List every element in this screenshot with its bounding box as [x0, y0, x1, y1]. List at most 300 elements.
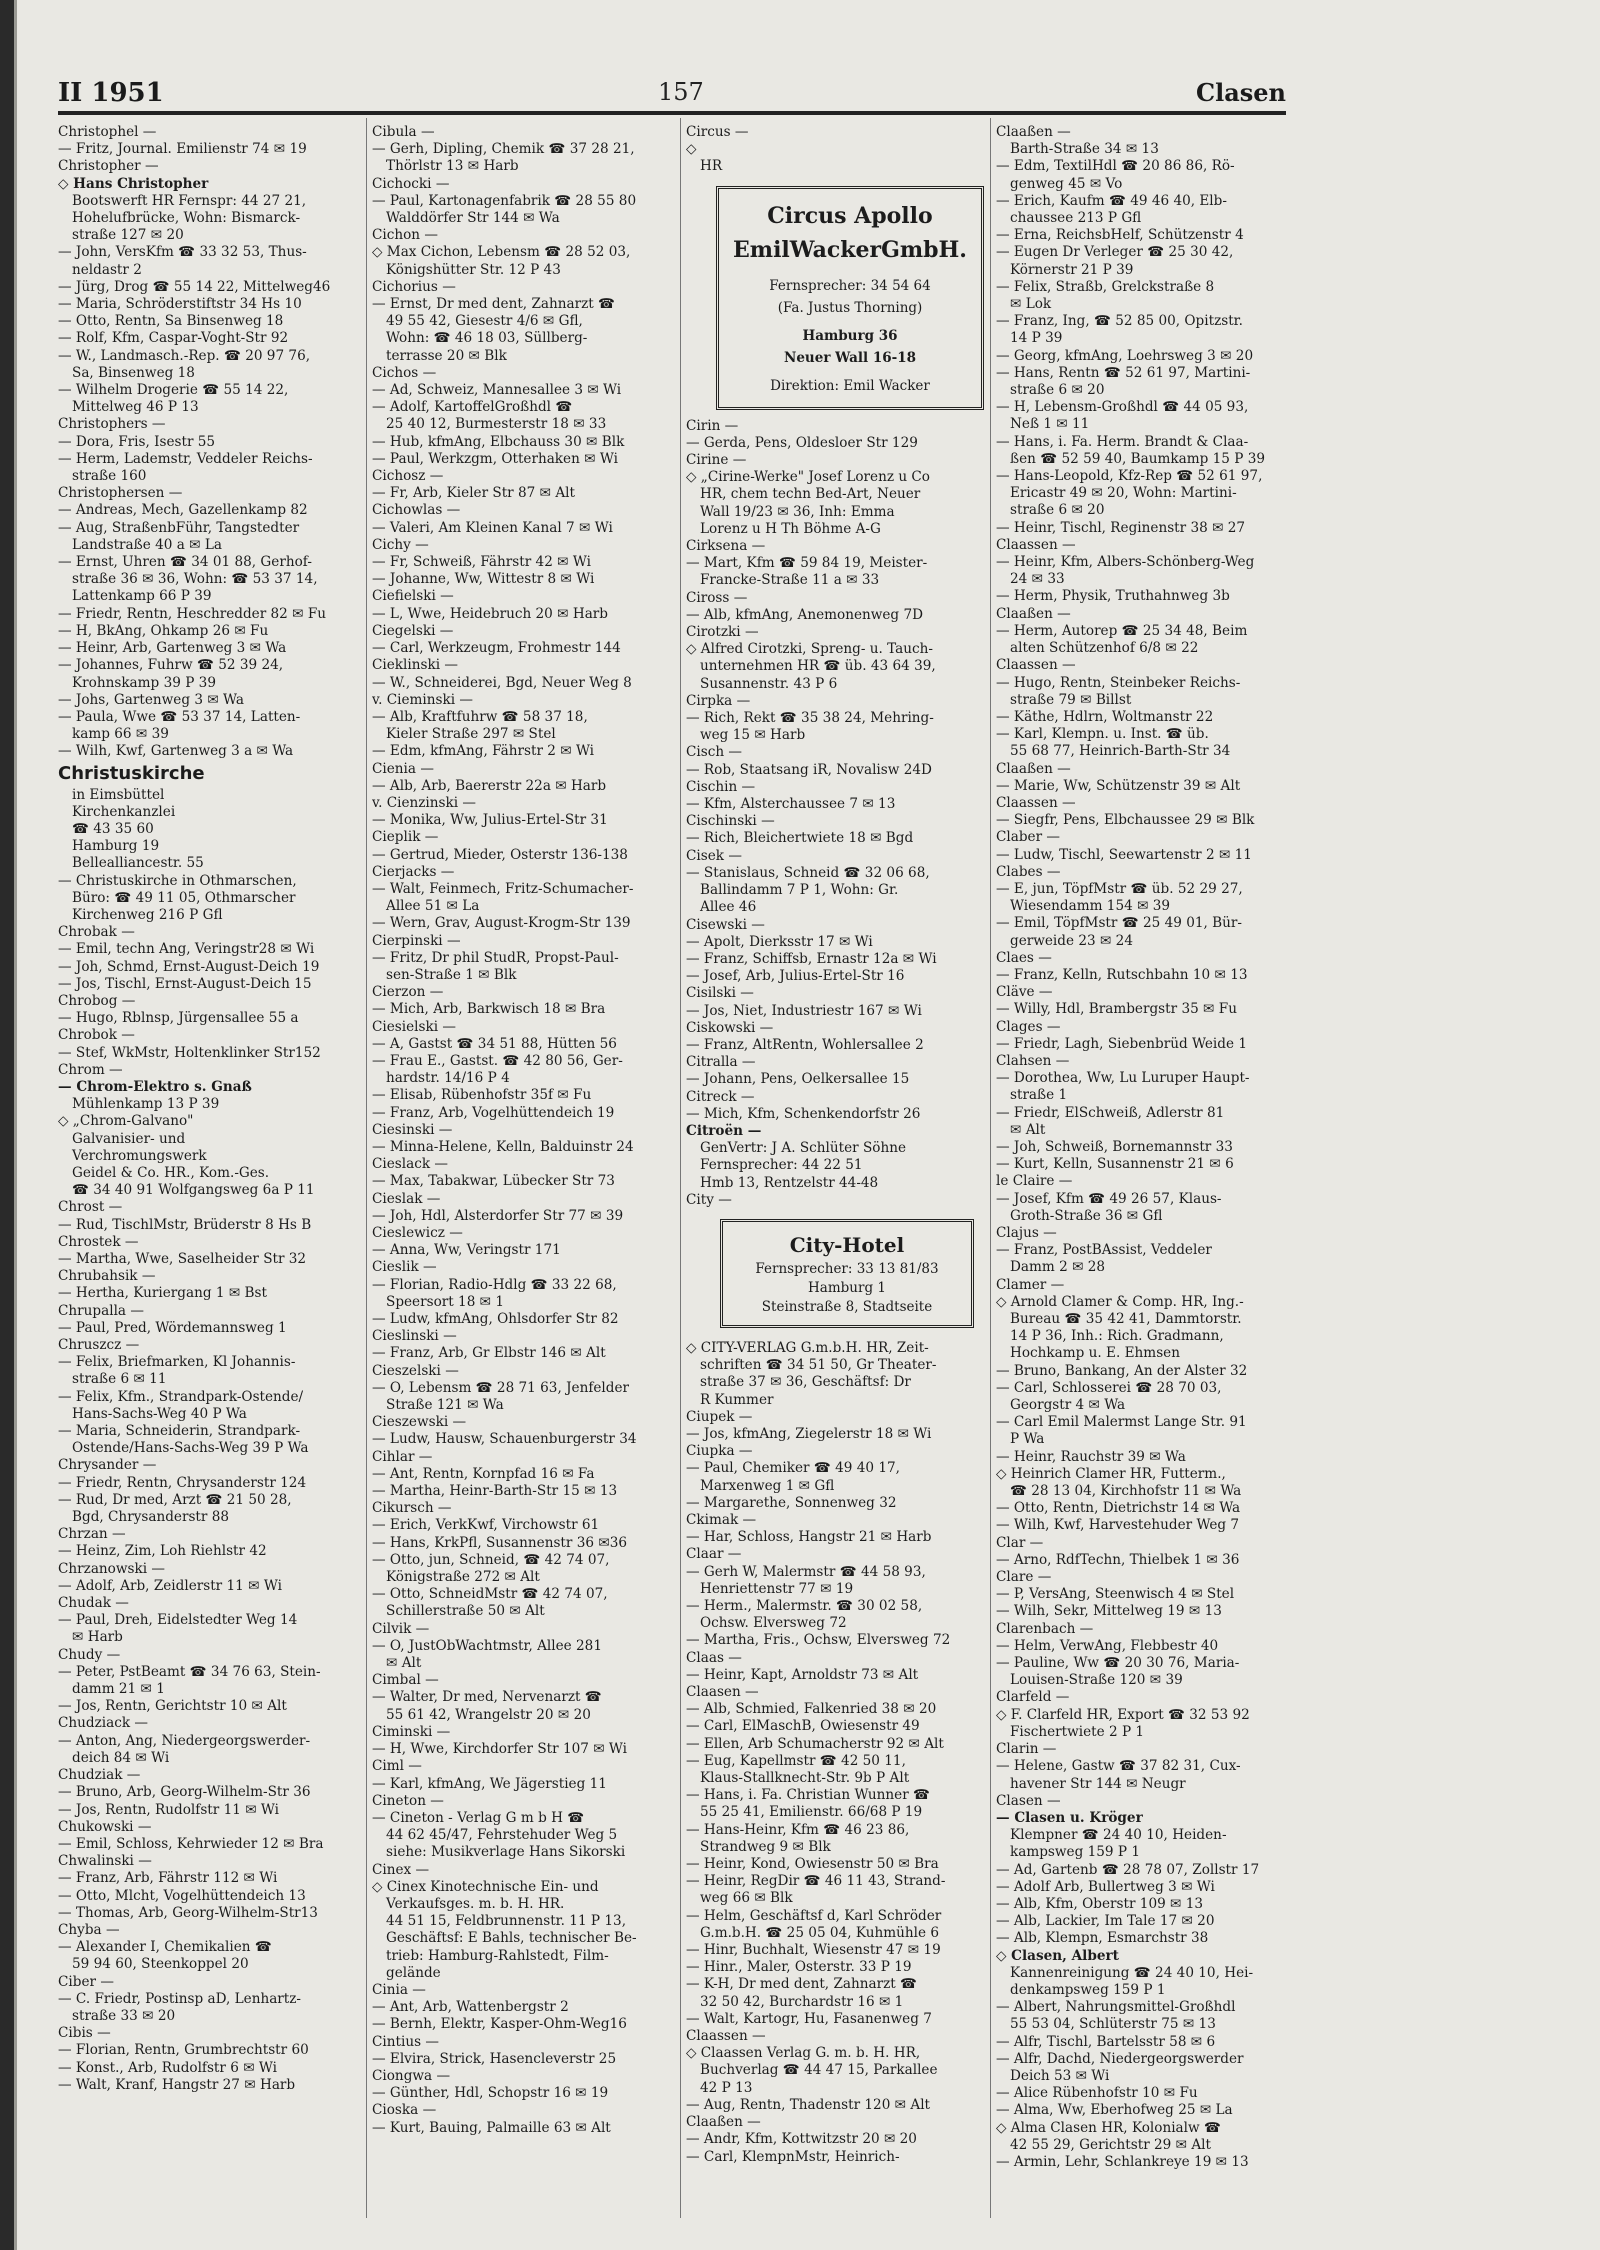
directory-entry-line: — Ernst, Uhren ☎ 34 01 88, Gerhof-	[58, 554, 312, 571]
directory-entry-line: — Friedr, Rentn, Heschredder 82 ✉ Fu	[58, 605, 327, 622]
directory-entry-line: Cichon —	[372, 227, 438, 244]
directory-entry-line: — Friedr, Lagh, Siebenbrüd Weide 1	[996, 1035, 1247, 1052]
directory-entry-line: — Wilhelm Drogerie ☎ 55 14 22,	[58, 382, 289, 399]
directory-entry-line: unternehmen HR ☎ üb. 43 64 39,	[700, 658, 936, 675]
directory-entry-line: Ciupek —	[686, 1408, 753, 1425]
directory-entry-line: — Alfr, Tischl, Bartelsstr 58 ✉ 6	[996, 2033, 1216, 2050]
directory-entry-line: Claassen —	[996, 794, 1076, 811]
directory-entry-line: straße 79 ✉ Billst	[1010, 691, 1132, 708]
directory-entry-line: HR, chem techn Bed-Art, Neuer	[700, 486, 921, 503]
directory-entry-line: — Alb, Lackier, Im Tale 17 ✉ 20	[996, 1913, 1215, 1930]
directory-entry-line: — Wilh, Kwf, Gartenweg 3 a ✉ Wa	[58, 743, 294, 760]
directory-entry-line: straße 6 ✉ 20	[1010, 382, 1105, 399]
directory-entry-line: Claaßen —	[996, 760, 1071, 777]
directory-entry-line: — Jos, Niet, Industriestr 167 ✉ Wi	[686, 1002, 922, 1019]
directory-entry-line: Cichowlas —	[372, 502, 461, 519]
directory-entry-line: Cienia —	[372, 760, 434, 777]
directory-entry-line: Ciefielski —	[372, 588, 454, 605]
directory-entry-line: — Erna, ReichsbHelf, Schützenstr 4	[996, 227, 1244, 244]
directory-entry-line: — Wilh, Sekr, Mittelweg 19 ✉ 13	[996, 1603, 1222, 1620]
directory-entry-line: — Thomas, Arb, Georg-Wilhelm-Str13	[58, 1904, 318, 1921]
directory-entry-line: Verkaufsges. m. b. H. HR.	[386, 1895, 565, 1912]
directory-entry-line: — Karl, Klempn. u. Inst. ☎ üb.	[996, 726, 1209, 743]
directory-entry-line: Chyba —	[58, 1921, 120, 1938]
directory-entry-line: siehe: Musikverlage Hans Sikorski	[386, 1844, 626, 1861]
directory-entry-line: — Elvira, Strick, Hasencleverstr 25	[372, 2050, 617, 2067]
directory-entry-line: Citreck —	[686, 1088, 755, 1105]
directory-entry-line: gelände	[386, 1964, 441, 1981]
directory-entry-line: 55 25 41, Emilienstr. 66/68 P 19	[700, 1804, 923, 1821]
directory-entry-line: Claassen —	[996, 536, 1076, 553]
directory-entry-line: — Franz, PostBAssist, Veddeler	[996, 1242, 1212, 1259]
ad-street: Neuer Wall 16-18	[783, 349, 916, 366]
directory-entry-line: — Franz, AltRentn, Wohlersallee 2	[686, 1036, 924, 1053]
directory-entry-line: Cläve —	[996, 984, 1053, 1001]
directory-entry-line: straße 6 ✉ 11	[72, 1371, 167, 1388]
directory-entry-line: — Stef, WkMstr, Holtenklinker Str152	[58, 1044, 321, 1061]
directory-entry-line: Cineton —	[372, 1792, 444, 1809]
directory-entry-line: Claes —	[996, 949, 1052, 966]
directory-entry-line: Clages —	[996, 1018, 1061, 1035]
directory-entry-line: Cieszelski —	[372, 1362, 459, 1379]
directory-entry-line: — Kurt, Kelln, Susannenstr 21 ✉ 6	[996, 1156, 1234, 1173]
directory-entry-line: neldastr 2	[72, 261, 142, 278]
header-running-name: Clasen	[1196, 78, 1286, 107]
directory-entry-line: — Rich, Rekt ☎ 35 38 24, Mehring-	[686, 710, 934, 727]
directory-entry-line: Citroën —	[686, 1122, 762, 1139]
directory-entry-line: — Chrom-Elektro s. Gnaß	[58, 1078, 252, 1095]
directory-entry-line: genweg 45 ✉ Vo	[1010, 175, 1123, 192]
directory-entry-line: Speersort 18 ✉ 1	[386, 1293, 505, 1310]
directory-entry-line: Straße 121 ✉ Wa	[386, 1397, 504, 1414]
directory-entry-line: — Dorothea, Ww, Lu Luruper Haupt-	[996, 1070, 1250, 1087]
directory-entry-line: Chudziak —	[58, 1767, 141, 1784]
directory-entry-line: — Bernh, Elektr, Kasper-Ohm-Weg16	[372, 2016, 627, 2033]
directory-entry-line: ◇ Claassen Verlag G. m. b. H. HR,	[686, 2045, 921, 2062]
directory-entry-line: — Karl, kfmAng, We Jägerstieg 11	[372, 1775, 607, 1792]
directory-entry-line: Cisilski —	[686, 985, 754, 1002]
directory-entry-line: Kieler Straße 297 ✉ Stel	[386, 726, 556, 743]
directory-entry-line: Ciesinski —	[372, 1121, 453, 1138]
column-divider	[680, 118, 681, 2218]
directory-entry-line: — Jos, Tischl, Ernst-August-Deich 15	[58, 975, 312, 992]
directory-entry-line: — Franz, Arb, Gr Elbstr 146 ✉ Alt	[372, 1345, 606, 1362]
directory-entry-line: — Ad, Gartenb ☎ 28 78 07, Zollstr 17	[996, 1861, 1260, 1878]
directory-entry-line: — Marie, Ww, Schützenstr 39 ✉ Alt	[996, 777, 1241, 794]
directory-entry-line: Cierjacks —	[372, 863, 455, 880]
directory-entry-line: — Heinr, RegDir ☎ 46 11 43, Strand-	[686, 1873, 946, 1890]
directory-entry-line: ✉ Harb	[72, 1629, 123, 1646]
directory-entry-line: ◇ Alma Clasen HR, Kolonialw ☎	[996, 2119, 1221, 2136]
directory-entry-line: Francke-Straße 11 a ✉ 33	[700, 572, 880, 589]
directory-entry-line: — Walt, Kranf, Hangstr 27 ✉ Harb	[58, 2076, 296, 2093]
directory-entry-line: HR	[700, 158, 723, 175]
directory-entry-line: — Martha, Heinr-Barth-Str 15 ✉ 13	[372, 1483, 618, 1500]
directory-entry-line: — Heinr, Kapt, Arnoldstr 73 ✉ Alt	[686, 1666, 919, 1683]
directory-entry-line: ☎ 34 40 91 Wolfgangsweg 6a P 11	[72, 1182, 315, 1199]
ad-phone: Fernsprecher: 33 13 81/83	[755, 1260, 939, 1277]
directory-entry-line: Buchverlag ☎ 44 47 15, Parkallee	[700, 2062, 938, 2079]
directory-entry-line: — Martha, Fris., Ochsw, Elversweg 72	[686, 1632, 951, 1649]
directory-entry-line: Chwalinski —	[58, 1853, 152, 1870]
directory-entry-line: — Friedr, Rentn, Chrysanderstr 124	[58, 1474, 307, 1491]
directory-entry-line: — H, Wwe, Kirchdorfer Str 107 ✉ Wi	[372, 1741, 628, 1758]
directory-entry-line: Claassen —	[686, 2028, 766, 2045]
directory-entry-line: — Helene, Gastw ☎ 37 82 31, Cux-	[996, 1758, 1241, 1775]
directory-entry-line: — Otto, Rentn, Dietrichstr 14 ✉ Wa	[996, 1500, 1241, 1517]
directory-entry-line: Cischinski —	[686, 813, 775, 830]
directory-entry-line: — Fritz, Journal. Emilienstr 74 ✉ 19	[58, 141, 307, 158]
directory-entry-line: — Felix, Straßb, Grelckstraße 8	[996, 278, 1215, 295]
directory-entry-line: — Walt, Kartogr, Hu, Fasanenweg 7	[686, 2010, 932, 2027]
directory-column-1	[58, 124, 360, 2224]
directory-entry-line: Bureau ☎ 35 42 41, Dammtorstr.	[1010, 1311, 1242, 1328]
directory-entry-line: Kirchenkanzlei	[72, 803, 176, 820]
directory-entry-line: Ckimak —	[686, 1511, 757, 1528]
directory-entry-line: Cilvik —	[372, 1620, 430, 1637]
directory-entry-line: Clare —	[996, 1569, 1052, 1586]
directory-entry-line: — Ludw, Tischl, Seewartenstr 2 ✉ 11	[996, 846, 1252, 863]
directory-entry-line: Damm 2 ✉ 28	[1010, 1259, 1106, 1276]
directory-entry-line: — Margarethe, Sonnenweg 32	[686, 1494, 897, 1511]
directory-entry-line: Chrupalla —	[58, 1302, 144, 1319]
directory-entry-line: Königstraße 272 ✉ Alt	[386, 1569, 540, 1586]
directory-entry-line: — Maria, Schneiderin, Strandpark-	[58, 1423, 301, 1440]
directory-entry-line: Hamburg 19	[72, 838, 160, 855]
directory-entry-line: — Rich, Bleichertwiete 18 ✉ Bgd	[686, 830, 914, 847]
directory-entry-line: gerweide 23 ✉ 24	[1010, 932, 1133, 949]
ad-direction: Direktion: Emil Wacker	[770, 377, 930, 394]
directory-entry-line: — John, VersKfm ☎ 33 32 53, Thus-	[58, 244, 307, 261]
directory-entry-line: Strandweg 9 ✉ Blk	[700, 1838, 831, 1855]
directory-entry-line: — Albert, Nahrungsmittel-Großhdl	[996, 1999, 1236, 2016]
directory-entry-line: — Clasen u. Kröger	[996, 1809, 1143, 1826]
directory-entry-line: Cisch —	[686, 744, 743, 761]
directory-entry-line: Ciml —	[372, 1758, 422, 1775]
directory-entry-line: Cischin —	[686, 778, 756, 795]
directory-entry-line: — Emil, TöpfMstr ☎ 25 49 01, Bür-	[996, 915, 1242, 932]
directory-entry-line: Galvanisier- und	[72, 1130, 186, 1147]
directory-entry-line: — Martha, Wwe, Saselheider Str 32	[58, 1251, 307, 1267]
directory-entry-line: Ciross —	[686, 589, 748, 606]
directory-entry-line: Verchromungswerk	[72, 1147, 207, 1164]
directory-entry-line: — Josef, Kfm ☎ 49 26 57, Klaus-	[996, 1190, 1222, 1207]
directory-entry-line: damm 21 ✉ 1	[72, 1681, 165, 1698]
directory-entry-line: — Otto, Rentn, Sa Binsenweg 18	[58, 313, 284, 330]
ad-title: Circus Apollo	[767, 202, 933, 229]
directory-entry-line: — Herm., Malermstr. ☎ 30 02 58,	[686, 1598, 923, 1614]
directory-entry-line: — Alb, Kraftfuhrw ☎ 58 37 18,	[372, 708, 588, 725]
directory-entry-line: terrasse 20 ✉ Blk	[386, 347, 507, 364]
directory-entry-line: Claassen —	[996, 657, 1076, 674]
directory-entry-line: Wall 19/23 ✉ 36, Inh: Emma	[700, 503, 895, 520]
directory-entry-line: Deich 53 ✉ Wi	[1010, 2067, 1110, 2084]
directory-entry-line: Cirpka —	[686, 692, 751, 709]
directory-entry-line: Christuskirche	[58, 762, 205, 784]
directory-entry-line: — Har, Schloss, Hangstr 21 ✉ Harb	[686, 1529, 932, 1546]
directory-entry-line: — Pauline, Ww ☎ 20 30 76, Maria-	[996, 1655, 1240, 1672]
directory-entry-line: Chrubahsik —	[58, 1268, 156, 1285]
directory-entry-line: — W., Schneiderei, Bgd, Neuer Weg 8	[372, 674, 632, 691]
header-rule	[58, 111, 1286, 115]
directory-entry-line: 14 P 39	[1010, 330, 1063, 347]
directory-entry-line: — Herm, Lademstr, Veddeler Reichs-	[58, 450, 313, 467]
directory-entry-line: Fernsprecher: 44 22 51	[700, 1157, 863, 1174]
directory-entry-line: ◇ Cinex Kinotechnische Ein- und	[372, 1878, 599, 1895]
directory-entry-line: Sa, Binsenweg 18	[72, 364, 195, 381]
directory-entry-line: — P, VersAng, Steenwisch 4 ✉ Stel	[996, 1586, 1235, 1603]
directory-entry-line: — Dora, Fris, Isestr 55	[58, 433, 216, 450]
directory-entry-line: trieb: Hamburg-Rahlstedt, Film-	[386, 1947, 609, 1964]
directory-entry-line: — Jos, Rentn, Rudolfstr 11 ✉ Wi	[58, 1801, 279, 1818]
directory-entry-line: — Peter, PstBeamt ☎ 34 76 63, Stein-	[58, 1663, 321, 1680]
directory-entry-line: — Herm, Physik, Truthahnweg 3b	[996, 588, 1230, 605]
directory-entry-line: weg 15 ✉ Harb	[700, 727, 806, 744]
directory-entry-line: — Heinr, Kfm, Albers-Schönberg-Weg	[996, 554, 1255, 571]
directory-entry-line: ✉ Lok	[1010, 296, 1052, 313]
directory-entry-line: Groth-Straße 36 ✉ Gfl	[1010, 1207, 1163, 1224]
directory-entry-line: — Paul, Chemiker ☎ 49 40 17,	[686, 1460, 900, 1477]
directory-entry-line: Hans-Sachs-Weg 40 P Wa	[72, 1405, 247, 1422]
directory-entry-line: — Hans, KrkPfl, Susannenstr 36 ✉36	[372, 1534, 628, 1551]
directory-entry-line: Chrom —	[58, 1061, 123, 1078]
directory-entry-line: — Günther, Hdl, Schopstr 16 ✉ 19	[372, 2085, 609, 2102]
directory-entry-line: sen-Straße 1 ✉ Blk	[386, 966, 517, 983]
directory-entry-line: 55 53 04, Schlüterstr 75 ✉ 13	[1010, 2016, 1216, 2033]
directory-entry-line: Ciber —	[58, 1973, 114, 1990]
directory-entry-line: — Paul, Werkzgm, Otterhaken ✉ Wi	[372, 450, 618, 467]
directory-entry-line: — Stanislaus, Schneid ☎ 32 06 68,	[686, 864, 930, 881]
directory-entry-line: — Emil, Schloss, Kehrwieder 12 ✉ Bra	[58, 1835, 324, 1852]
directory-entry-line: — Joh, Schweiß, Bornemannstr 33	[996, 1138, 1233, 1155]
directory-column-4	[996, 124, 1298, 2224]
directory-entry-line: Allee 46	[700, 899, 757, 916]
directory-entry-line: 55 61 42, Wrangelstr 20 ✉ 20	[386, 1706, 591, 1723]
directory-entry-line: — Mart, Kfm ☎ 59 84 19, Meister-	[686, 555, 928, 572]
directory-entry-line: — Käthe, Hdlrn, Woltmanstr 22	[996, 708, 1214, 725]
directory-entry-line: Chrobak —	[58, 924, 135, 941]
directory-entry-line: City —	[686, 1191, 732, 1208]
directory-entry-line: Kannenreinigung ☎ 24 40 10, Hei-	[1010, 1964, 1254, 1981]
directory-entry-line: — Aug, Rentn, Thadenstr 120 ✉ Alt	[686, 2096, 931, 2113]
directory-entry-line: GenVertr: J A. Schlüter Söhne	[700, 1140, 907, 1157]
directory-entry-line: Geschäftsf: E Bahls, technischer Be-	[386, 1930, 637, 1947]
directory-entry-line: hardstr. 14/16 P 4	[386, 1070, 510, 1087]
directory-entry-line: — Paul, Pred, Wördemannsweg 1	[58, 1319, 287, 1336]
directory-entry-line: — Andreas, Mech, Gazellenkamp 82	[58, 502, 308, 519]
directory-entry-line: — Hub, kfmAng, Elbchauss 30 ✉ Blk	[372, 433, 625, 450]
directory-entry-line: — Heinr, Kond, Owiesenstr 50 ✉ Bra	[686, 1856, 939, 1873]
directory-entry-line: — Alb, Arb, Baererstr 22a ✉ Harb	[372, 777, 607, 794]
directory-entry-line: Chruszcz —	[58, 1337, 140, 1354]
directory-entry-line: Christophel —	[58, 124, 157, 140]
directory-entry-line: Ciupka —	[686, 1443, 753, 1460]
directory-entry-line: — Franz, Arb, Fährstr 112 ✉ Wi	[58, 1870, 278, 1887]
directory-entry-line: havener Str 144 ✉ Neugr	[1010, 1775, 1186, 1792]
directory-entry-line: Ciesielski —	[372, 1018, 456, 1035]
directory-entry-line: — Bruno, Arb, Georg-Wilhelm-Str 36	[58, 1784, 311, 1801]
directory-entry-line: Chudziack —	[58, 1715, 148, 1732]
directory-entry-line: — Apolt, Dierksstr 17 ✉ Wi	[686, 933, 873, 950]
directory-entry-line: — Alice Rübenhofstr 10 ✉ Fu	[996, 2085, 1198, 2102]
directory-entry-line: Hohelufbrücke, Wohn: Bismarck-	[72, 210, 301, 227]
directory-entry-line: Ciegelski —	[372, 622, 454, 639]
directory-entry-line: straße 33 ✉ 20	[72, 2007, 176, 2024]
directory-entry-line: Clajus —	[996, 1225, 1057, 1241]
directory-entry-line: Mühlenkamp 13 P 39	[72, 1096, 220, 1113]
directory-entry-line: ◇ Max Cichon, Lebensm ☎ 28 52 03,	[372, 244, 631, 261]
directory-entry-line: — Edm, TextilHdl ☎ 20 86 86, Rö-	[996, 158, 1235, 175]
directory-entry-line: — Hans, i. Fa. Herm. Brandt & Claa-	[996, 433, 1249, 450]
directory-entry-line: — E, jun, TöpfMstr ☎ üb. 52 29 27,	[996, 880, 1243, 897]
directory-entry-line: — Alb, Schmied, Falkenried 38 ✉ 20	[686, 1701, 937, 1718]
directory-entry-line: — Cineton - Verlag G m b H ☎	[372, 1809, 585, 1826]
directory-entry-line: Marxenweg 1 ✉ Gfl	[700, 1477, 835, 1494]
directory-entry-line: straße 160	[72, 468, 147, 485]
directory-entry-line: 49 55 42, Giesestr 4/6 ✉ Gfl,	[386, 313, 583, 330]
directory-entry-line: Cieslak —	[372, 1190, 441, 1207]
directory-entry-line: Claaßen —	[996, 124, 1071, 140]
directory-entry-line: — Carl Emil Malermst Lange Str. 91	[996, 1414, 1247, 1431]
directory-entry-line: — Johannes, Fuhrw ☎ 52 39 24,	[58, 657, 284, 674]
directory-entry-line: Henriettenstr 77 ✉ 19	[700, 1580, 854, 1597]
directory-entry-line: — Wilh, Kwf, Harvestehuder Weg 7	[996, 1517, 1240, 1534]
directory-entry-line: Chrobok —	[58, 1027, 135, 1044]
directory-entry-line: — Fr, Schweiß, Fährstr 42 ✉ Wi	[372, 554, 591, 571]
directory-entry-line: Chudak —	[58, 1595, 129, 1612]
directory-entry-line: kamp 66 ✉ 39	[72, 726, 169, 743]
directory-entry-line: Claasen —	[686, 1684, 759, 1701]
directory-entry-line: straße 1	[1010, 1087, 1068, 1104]
directory-entry-line: — Fr, Arb, Kieler Str 87 ✉ Alt	[372, 485, 575, 502]
directory-entry-line: — Jos, kfmAng, Ziegelerstr 18 ✉ Wi	[686, 1425, 932, 1442]
directory-entry-line: — Eug, Kapellmstr ☎ 42 50 11,	[686, 1752, 906, 1769]
directory-entry-line: Allee 51 ✉ La	[386, 898, 480, 915]
directory-entry-line: Lattenkamp 66 P 39	[72, 588, 212, 605]
directory-entry-line: — O, JustObWachtmstr, Allee 281	[372, 1637, 602, 1654]
header-volume-year: II 1951	[58, 78, 164, 108]
directory-entry-line: — Bruno, Bankang, An der Alster 32	[996, 1362, 1248, 1379]
directory-entry-line: — Carl, ElMaschB, Owiesenstr 49	[686, 1718, 920, 1735]
directory-entry-line: weg 66 ✉ Blk	[700, 1890, 793, 1907]
directory-entry-line: Ciminski —	[372, 1723, 451, 1740]
directory-entry-line: — Christuskirche in Othmarschen,	[58, 872, 297, 889]
directory-entry-line: — Konst., Arb, Rudolfstr 6 ✉ Wi	[58, 2059, 277, 2076]
directory-entry-line: Cichos —	[372, 364, 437, 381]
directory-entry-line: R Kummer	[700, 1391, 774, 1408]
directory-entry-line: 32 50 42, Burchardstr 16 ✉ 1	[700, 1993, 904, 2010]
directory-entry-line: Chrost —	[58, 1199, 123, 1216]
page-header	[58, 78, 1286, 108]
directory-entry-line: Thörlstr 13 ✉ Harb	[386, 158, 519, 175]
directory-entry-line: — Anton, Ang, Niedergeorgswerder-	[58, 1732, 311, 1749]
directory-entry-line: — Otto, SchneidMstr ☎ 42 74 07,	[372, 1586, 608, 1603]
directory-entry-line: 55 68 77, Heinrich-Barth-Str 34	[1010, 743, 1231, 760]
directory-entry-line: Barth-Straße 34 ✉ 13	[1010, 141, 1159, 158]
directory-entry-line: ◇ „Chrom-Galvano"	[58, 1113, 194, 1130]
directory-entry-line: Clahsen —	[996, 1052, 1070, 1069]
directory-entry-line: Cisewski —	[686, 916, 765, 933]
directory-entry-line: Susannenstr. 43 P 6	[700, 675, 838, 692]
directory-entry-line: — Hans, i. Fa. Christian Wunner ☎	[686, 1787, 930, 1804]
directory-entry-line: — Helm, VerwAng, Flebbestr 40	[996, 1637, 1219, 1654]
directory-entry-line: — Franz, Schiffsb, Ernastr 12a ✉ Wi	[686, 950, 937, 967]
binding-edge	[0, 0, 14, 2250]
directory-entry-line: — Felix, Kfm., Strandpark-Ostende/	[58, 1388, 304, 1405]
directory-entry-line: — Herm, Autorep ☎ 25 34 48, Beim	[996, 622, 1248, 639]
directory-entry-line: 42 55 29, Gerichtstr 29 ✉ Alt	[1010, 2136, 1211, 2153]
directory-entry-line: ◇ CITY-VERLAG G.m.b.H. HR, Zeit-	[686, 1339, 929, 1356]
directory-entry-line: — Ad, Schweiz, Mannesallee 3 ✉ Wi	[372, 382, 622, 399]
directory-entry-line: Hmb 13, Rentzelstr 44-48	[700, 1174, 879, 1191]
directory-entry-line: — Kfm, Alsterchaussee 7 ✉ 13	[686, 796, 896, 813]
directory-entry-line: Wohn: ☎ 46 18 03, Süllberg-	[386, 330, 588, 347]
directory-entry-line: 42 P 13	[700, 2079, 753, 2096]
directory-entry-line: Mittelweg 46 P 13	[72, 399, 199, 416]
directory-entry-line: le Claire —	[996, 1173, 1073, 1190]
directory-entry-line: — Franz, Kelln, Rutschbahn 10 ✉ 13	[996, 966, 1248, 983]
directory-entry-line: — Erich, VerkKwf, Virchowstr 61	[372, 1517, 600, 1534]
directory-entry-line: — Rud, TischlMstr, Brüderstr 8 Hs B	[58, 1216, 312, 1233]
directory-entry-line: Cieslinski —	[372, 1328, 457, 1345]
directory-entry-line: Hochkamp u. E. Ehmsen	[1010, 1345, 1180, 1362]
directory-entry-line: — Adolf Arb, Bullertweg 3 ✉ Wi	[996, 1878, 1215, 1895]
directory-entry-line: Körnerstr 21 P 39	[1010, 261, 1134, 278]
directory-entry-line: — Anna, Ww, Veringstr 171	[372, 1242, 561, 1259]
directory-entry-line: ◇ F. Clarfeld HR, Export ☎ 32 53 92	[996, 1706, 1250, 1723]
city-hotel-advertisement	[720, 1219, 974, 1328]
directory-entry-line: 44 51 15, Feldbrunnenstr. 11 P 13,	[386, 1913, 627, 1930]
directory-entry-line: Cioska —	[372, 2102, 437, 2119]
directory-entry-line: chaussee 213 P Gfl	[1010, 210, 1142, 227]
directory-entry-line: Chudy —	[58, 1646, 121, 1663]
directory-entry-line: — Heinz, Zim, Loh Riehlstr 42	[58, 1543, 267, 1560]
directory-entry-line: Cierpinski —	[372, 932, 461, 949]
directory-entry-line: Fischertwiete 2 P 1	[1010, 1723, 1145, 1740]
directory-entry-line: v. Cieminski —	[372, 691, 473, 708]
directory-entry-line: Clar —	[996, 1534, 1044, 1551]
directory-entry-line: Chrzan —	[58, 1526, 126, 1543]
directory-column-3	[686, 124, 988, 2224]
directory-entry-line: Cibis —	[58, 2025, 111, 2042]
directory-entry-line: — Arno, RdfTechn, Thielbek 1 ✉ 36	[996, 1551, 1240, 1568]
directory-entry-line: Ochsw. Elversweg 72	[700, 1615, 847, 1632]
directory-entry-line: — Gerh W, Malermstr ☎ 44 58 93,	[686, 1563, 926, 1580]
directory-entry-line: Circus —	[686, 124, 749, 140]
directory-entry-line: — Hinr., Maler, Osterstr. 33 P 19	[686, 1959, 912, 1976]
directory-entry-line: Claar —	[686, 1546, 742, 1563]
directory-entry-line: Schillerstraße 50 ✉ Alt	[386, 1603, 545, 1620]
directory-entry-line: straße 127 ✉ 20	[72, 227, 184, 244]
directory-entry-line: Wiesendamm 154 ✉ 39	[1010, 898, 1171, 915]
directory-entry-line: Ciskowski —	[686, 1019, 774, 1036]
directory-entry-line: Claas —	[686, 1649, 742, 1666]
directory-entry-line: Claaßen —	[686, 2114, 761, 2131]
directory-entry-line: G.m.b.H. ☎ 25 05 04, Kuhmühle 6	[700, 1924, 939, 1941]
directory-entry-line: — Wern, Grav, August-Krogm-Str 139	[372, 915, 631, 932]
ad-street: Steinstraße 8, Stadtseite	[761, 1298, 933, 1315]
directory-entry-line: Cirksena —	[686, 538, 766, 555]
directory-entry-line: Cichorius —	[372, 278, 456, 295]
directory-entry-line: Clarfeld —	[996, 1689, 1070, 1706]
binding-edge-highlight	[14, 0, 17, 2250]
directory-entry-line: Cikursch —	[372, 1500, 452, 1517]
directory-entry-line: Lorenz u H Th Böhme A-G	[700, 520, 881, 537]
directory-entry-line: 24 ✉ 33	[1010, 571, 1065, 588]
directory-entry-line: — Elisab, Rübenhofstr 35f ✉ Fu	[372, 1087, 592, 1104]
directory-entry-line: — Max, Tabakwar, Lübecker Str 73	[372, 1173, 615, 1190]
directory-entry-line: — Adolf, KartoffelGroßhdl ☎	[372, 399, 573, 416]
